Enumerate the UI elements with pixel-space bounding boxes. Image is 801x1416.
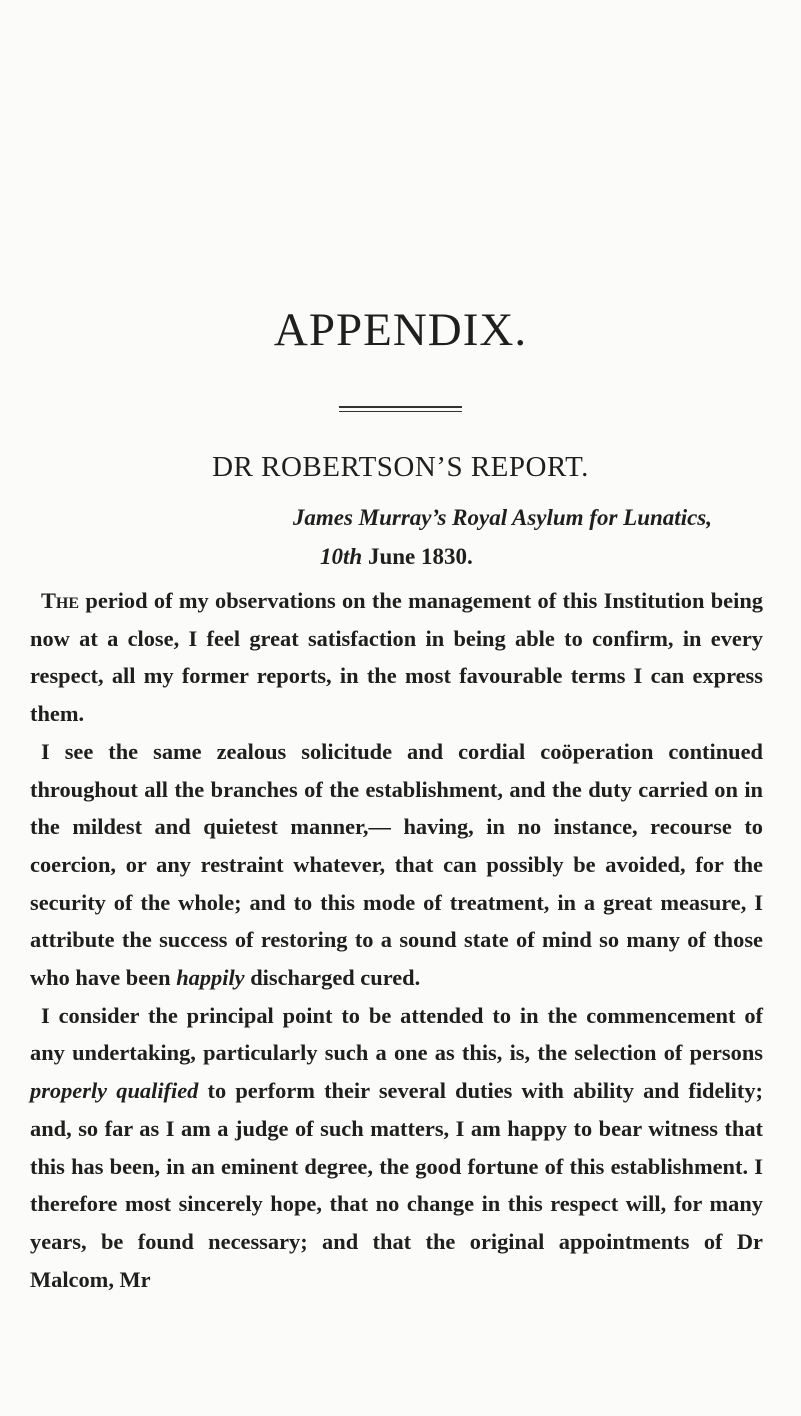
report-body	[30, 582, 763, 1298]
paragraph-2-after: discharged cured.	[244, 965, 421, 991]
paragraph-1-text: period of my observations on the management of this Institution being now at a close, I feel great satisfaction in being able to confirm, in every respect, all my former reports, in the most favourable terms I can express them.	[30, 588, 763, 727]
paragraph-3-before: I consider the principal point to be attended to in the commencement of any undertaking, particularly such a one as this, is, the selection of persons	[30, 1002, 763, 1066]
title-rule	[339, 406, 462, 412]
dateline-month-year: June 1830.	[367, 544, 473, 569]
dateline-place: James Murray’s Royal Asylum for Lunatics,	[292, 505, 712, 530]
paragraph-2-emphasis: happily	[176, 965, 245, 991]
report-subtitle: DR ROBERTSON’S REPORT.	[212, 451, 589, 483]
dateline-day: 10th	[320, 544, 363, 569]
paragraph-1-lead: The	[41, 588, 80, 613]
paragraph-3-after: to perform their several duties with ability and fidelity; and, so far as I am a judge of such matters, I am happy to bear witness that this has been, in an eminent degree, the good fortune of this establishment. I therefore most sincerely hope, that no change in this respect will, for many years, be found necessary; and that the original appointments of Dr Malcom, Mr	[30, 1078, 763, 1292]
appendix-title: APPENDIX.	[273, 304, 528, 356]
paragraph-2-before: I see the same zealous solicitude and cordial coöperation continued throughout all the branches of the establishment, and the duty carried on in the mildest and quietest manner,— having, in no instance, recourse to coercion, or any restraint whatever, that can possibly be avoided, for the security of the whole; and to this mode of treatment, in a great measure, I attribute the success of restoring to a sound state of mind so many of those who have been	[30, 738, 763, 991]
paragraph-2	[30, 733, 763, 997]
paragraph-3-emphasis: properly qualified	[30, 1078, 199, 1104]
paragraph-3	[30, 997, 763, 1299]
paragraph-1	[30, 582, 763, 733]
dateline-date	[320, 544, 473, 570]
